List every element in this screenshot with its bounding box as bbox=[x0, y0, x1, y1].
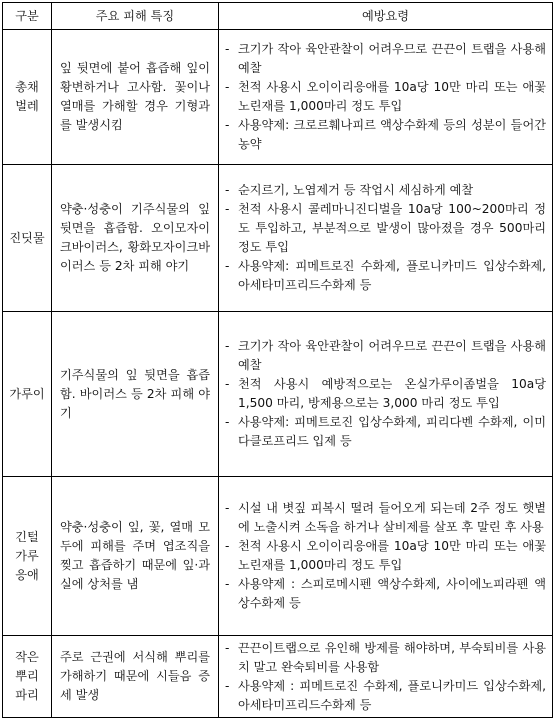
pest-prevention-table bbox=[2, 2, 553, 718]
pest-name bbox=[3, 636, 52, 718]
pest-name-line: 파리 bbox=[15, 688, 39, 702]
prevention-list bbox=[225, 499, 546, 613]
prevention-list bbox=[225, 181, 546, 295]
pest-name bbox=[3, 165, 52, 312]
prevention-item: - 천적 사용시 콜레마니진디벌을 10a당 100~200마리 정도 투입하고, 부분적으로 발생이 많아졌을 경우 500마리 정도 투입 bbox=[225, 200, 546, 257]
prevention-cell bbox=[219, 165, 553, 312]
damage-description: 약충·성충이 잎, 꽃, 열매 모두에 피해를 주며 엽조직을 찢고 흡즙하기 때문에 잎·과실에 상처를 냄 bbox=[52, 477, 219, 636]
prevention-cell bbox=[219, 30, 553, 165]
pest-name-line: 총채 bbox=[15, 80, 39, 94]
prevention-list bbox=[225, 639, 546, 715]
prevention-item: - 크기가 작아 육안관찰이 어려우므로 끈끈이 트랩을 사용해 예찰 bbox=[225, 40, 546, 78]
table-row bbox=[3, 165, 553, 312]
prevention-item: - 천적 사용시 예방적으로는 온실가루이좀벌을 10a당 1,500 마리, 방제용으로는 3,000 마리 정도 투입 bbox=[225, 375, 546, 413]
damage-description: 기주식물의 잎 뒷면을 흡즙함. 바이러스 등 2차 피해 야기 bbox=[52, 312, 219, 477]
prevention-item: - 순지르기, 노엽제거 등 작업시 세심하게 예찰 bbox=[225, 181, 546, 200]
prevention-item: - 크기가 작아 육안관찰이 어려우므로 끈끈이 트랩을 사용해 예찰 bbox=[225, 337, 546, 375]
table-header-row bbox=[3, 3, 553, 30]
pest-name-line: 뿌리 bbox=[15, 669, 39, 683]
header-prevention: 예방요령 bbox=[219, 3, 553, 30]
pest-name-line: 응애 bbox=[15, 567, 39, 582]
table-row bbox=[3, 636, 553, 718]
table-row bbox=[3, 312, 553, 477]
prevention-item: - 사용약제: 피메트로진 입상수화제, 피리다벤 수화제, 이미다클로프리드 입제 등 bbox=[225, 413, 546, 451]
pest-name-line: 가루이 bbox=[9, 386, 45, 401]
prevention-item: - 사용약제 : 스피로메시펜 액상수화제, 사이에노피라펜 액상수화제 등 bbox=[225, 575, 546, 613]
header-category: 구분 bbox=[3, 3, 52, 30]
damage-description: 잎 뒷면에 붙어 흡즙해 잎이 황변하거나 고사함. 꽃이나 열매를 가해할 경우 기형과를 발생시킴 bbox=[52, 30, 219, 165]
prevention-item: - 사용약제 : 피메트로진 수화제, 플로니카미드 입상수화제, 아세타미프리드수화제 등 bbox=[225, 677, 546, 715]
pest-name-line: 진딧물 bbox=[9, 230, 45, 245]
prevention-item: - 천적 사용시 오이이리응애를 10a당 10만 마리 또는 애꽃노린재를 1,000마리 정도 투입 bbox=[225, 78, 546, 116]
pest-name-line: 긴털 bbox=[15, 529, 39, 544]
prevention-cell bbox=[219, 477, 553, 636]
pest-name-line: 벌레 bbox=[15, 99, 39, 113]
prevention-list bbox=[225, 337, 546, 451]
prevention-item: - 천적 사용시 오이이리응애를 10a당 10만 마리 또는 애꽃노린재를 1,000마리 정도 투입 bbox=[225, 537, 546, 575]
table-row bbox=[3, 30, 553, 165]
prevention-item: - 사용약제: 크로르훼나피르 액상수화제 등의 성분이 들어간 농약 bbox=[225, 116, 546, 154]
prevention-list bbox=[225, 40, 546, 154]
damage-description: 주로 근권에 서식해 뿌리를 가해하기 때문에 시들음 증세 발생 bbox=[52, 636, 219, 718]
pest-name bbox=[3, 477, 52, 636]
pest-name bbox=[3, 30, 52, 165]
prevention-cell bbox=[219, 636, 553, 718]
prevention-cell bbox=[219, 312, 553, 477]
prevention-item: - 시설 내 볏짚 피복시 떨려 들어오게 되는데 2주 정도 햇볕에 노출시켜 소독을 하거나 살비제를 살포 후 말린 후 사용 bbox=[225, 499, 546, 537]
pest-name-line: 가루 bbox=[15, 548, 39, 563]
pest-name bbox=[3, 312, 52, 477]
prevention-item: - 끈끈이트랩으로 유인해 방제를 해야하며, 부숙퇴비를 사용치 말고 완숙퇴비를 사용함 bbox=[225, 639, 546, 677]
header-damage: 주요 피해 특징 bbox=[52, 3, 219, 30]
damage-description: 약충·성충이 기주식물의 잎 뒷면을 흡즙함. 오이모자이크바이러스, 황화모자이크바이러스 등 2차 피해 야기 bbox=[52, 165, 219, 312]
prevention-item: - 사용약제: 피메트로진 수화제, 플로니카미드 입상수화제, 아세타미프리드수화제 등 bbox=[225, 257, 546, 295]
table-row bbox=[3, 477, 553, 636]
pest-name-line: 작은 bbox=[15, 650, 39, 664]
